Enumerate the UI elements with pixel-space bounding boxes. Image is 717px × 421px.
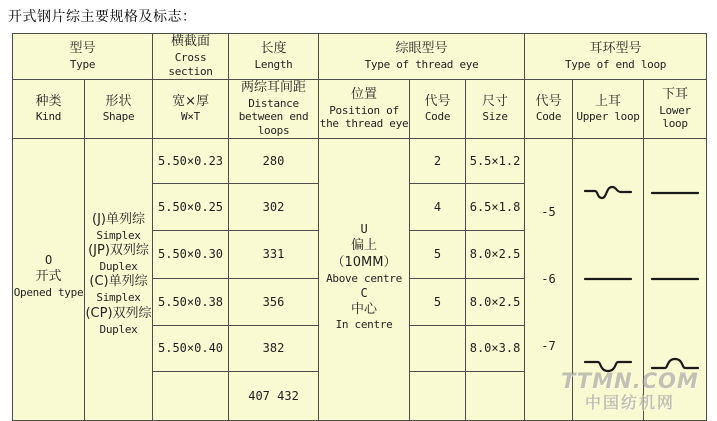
subheader-distance-en: Distance between end loops [238, 96, 309, 138]
cell-eye-size-4: 8.0×2.5 [466, 278, 525, 325]
cell-distance-5: 382 [229, 325, 319, 371]
header-type [13, 34, 153, 80]
cell-distance-6: 407 432 [229, 371, 319, 420]
watermark-line2: 中国纺机网 [584, 393, 675, 412]
cell-kind [13, 138, 85, 420]
subheader-lower-loop [644, 80, 707, 139]
page-title: 开式钢片综主要规格及标志： [8, 9, 197, 25]
subheader-upper-loop-zh: 上耳 [595, 94, 622, 110]
lower-loop-symbol-3 [650, 355, 700, 375]
shape-line-2: Simplex [96, 229, 141, 242]
cell-eye-code-6 [410, 371, 466, 420]
cell-lower-loop [644, 138, 707, 420]
subheader-kind-zh: 种类 [35, 94, 62, 110]
subheader-shape [85, 80, 153, 139]
upper-loop-symbol-3 [583, 355, 633, 375]
cell-eye-code-4: 5 [410, 278, 466, 325]
subheader-distance [229, 80, 319, 139]
subheader-position [319, 80, 410, 139]
shape-line-3: (JP)双列综 [88, 243, 149, 259]
loop-code-3: -7 [541, 338, 556, 353]
position-line-1: U [360, 222, 368, 237]
shape-lines [85, 212, 152, 337]
cell-eye-code-3: 5 [410, 230, 466, 278]
header-end-loop-en: Type of end loop [564, 58, 667, 72]
table-row [13, 138, 707, 183]
subheader-kind [13, 80, 85, 139]
cell-eye-size-6 [466, 371, 525, 420]
shape-line-5: (C)单列综 [89, 274, 148, 290]
subheader-wxt-en: W×T [181, 110, 200, 124]
subheader-eye-code [410, 80, 466, 139]
position-line-5: C [360, 285, 368, 300]
header-cross-section-zh: 横截面 [171, 34, 211, 49]
subheader-shape-zh: 形状 [105, 94, 132, 110]
watermark-line1: TTMN.COM [561, 369, 699, 393]
subheader-loop-code-zh: 代号 [535, 94, 562, 110]
cell-eye-code-1: 2 [410, 138, 466, 183]
subheader-wxt [153, 80, 229, 139]
upper-loop-symbol-2 [583, 269, 633, 289]
position-line-3: （10MM） [331, 254, 397, 270]
lower-loop-symbol-1 [650, 183, 700, 203]
kind-lines [13, 253, 84, 300]
header-type-en: Type [69, 58, 96, 72]
subheader-eye-code-zh: 代号 [424, 94, 451, 110]
kind-line-zh: 开式 [35, 268, 62, 284]
cell-eye-code-2: 4 [410, 183, 466, 230]
header-thread-eye [319, 34, 525, 80]
subheader-upper-loop-en: Upper loop [576, 110, 640, 124]
subheader-position-en: Position of the thread eye [319, 103, 409, 131]
cell-wxt-4: 5.50×0.38 [153, 278, 229, 325]
header-row-groups [13, 34, 707, 80]
cell-distance-1: 280 [229, 138, 319, 183]
lower-loop-symbols [644, 183, 706, 375]
subheader-lower-loop-zh: 下耳 [662, 87, 689, 103]
header-thread-eye-zh: 综眼型号 [395, 41, 448, 57]
spec-table [12, 33, 707, 421]
position-line-4: Above centre [326, 271, 402, 285]
header-length-zh: 长度 [260, 41, 287, 57]
lower-loop-symbol-2 [650, 269, 700, 289]
cell-position [319, 138, 410, 420]
header-end-loop-zh: 耳环型号 [589, 41, 642, 57]
header-thread-eye-en: Type of thread eye [364, 58, 479, 72]
shape-line-1: (J)单列综 [92, 212, 145, 228]
cell-wxt-3: 5.50×0.30 [153, 230, 229, 278]
shape-line-4: Duplex [99, 260, 138, 274]
cell-distance-4: 356 [229, 278, 319, 325]
header-length [229, 34, 319, 80]
subheader-loop-code [525, 80, 573, 139]
header-cross-section [153, 34, 229, 80]
subheader-wxt-zh: 宽×厚 [172, 94, 209, 110]
subheader-lower-loop-en: Lower loop [659, 103, 691, 131]
header-length-en: Length [254, 58, 293, 72]
header-cross-section-en: Cross section [168, 50, 213, 79]
position-line-2: 偏上 [351, 237, 378, 253]
cell-distance-2: 302 [229, 183, 319, 230]
cell-wxt-2: 5.50×0.25 [153, 183, 229, 230]
loop-code-2: -6 [541, 271, 556, 286]
upper-loop-symbol-1 [583, 183, 633, 203]
cell-loop-code [525, 138, 573, 420]
header-row-subheaders [13, 80, 707, 139]
subheader-upper-loop [573, 80, 644, 139]
cell-wxt-1: 5.50×0.23 [153, 138, 229, 183]
position-line-6: 中心 [351, 301, 378, 317]
subheader-eye-size [466, 80, 525, 139]
subheader-kind-en: Kind [35, 110, 62, 124]
shape-line-8: Duplex [99, 322, 138, 336]
kind-line-en: Opened type [13, 285, 84, 299]
shape-line-7: (CP)双列综 [85, 305, 152, 321]
upper-loop-symbols [573, 183, 643, 375]
cell-eye-size-3: 8.0×2.5 [466, 230, 525, 278]
subheader-loop-code-en: Code [535, 110, 562, 124]
cell-distance-3: 331 [229, 230, 319, 278]
cell-eye-size-5: 8.0×3.8 [466, 325, 525, 371]
cell-wxt-5: 5.50×0.40 [153, 325, 229, 371]
subheader-position-zh: 位置 [351, 87, 378, 103]
cell-upper-loop [573, 138, 644, 420]
subheader-eye-size-zh: 尺寸 [482, 94, 509, 110]
header-end-loop [525, 34, 707, 80]
loop-code-lines [525, 179, 572, 380]
cell-wxt-6 [153, 371, 229, 420]
subheader-eye-size-en: Size [482, 110, 508, 124]
position-line-7: In centre [335, 318, 393, 332]
cell-eye-size-2: 6.5×1.8 [466, 183, 525, 230]
kind-line-code: O [45, 253, 52, 268]
cell-eye-code-5 [410, 325, 466, 371]
cell-eye-size-1: 5.5×1.2 [466, 138, 525, 183]
subheader-shape-en: Shape [102, 110, 135, 124]
loop-code-1: -5 [541, 204, 556, 219]
position-lines [319, 222, 409, 332]
subheader-eye-code-en: Code [424, 110, 451, 124]
shape-line-6: Simplex [96, 291, 141, 305]
header-type-zh: 型号 [69, 41, 96, 57]
cell-shape [85, 138, 153, 420]
subheader-distance-zh: 两综耳间距 [241, 80, 307, 96]
